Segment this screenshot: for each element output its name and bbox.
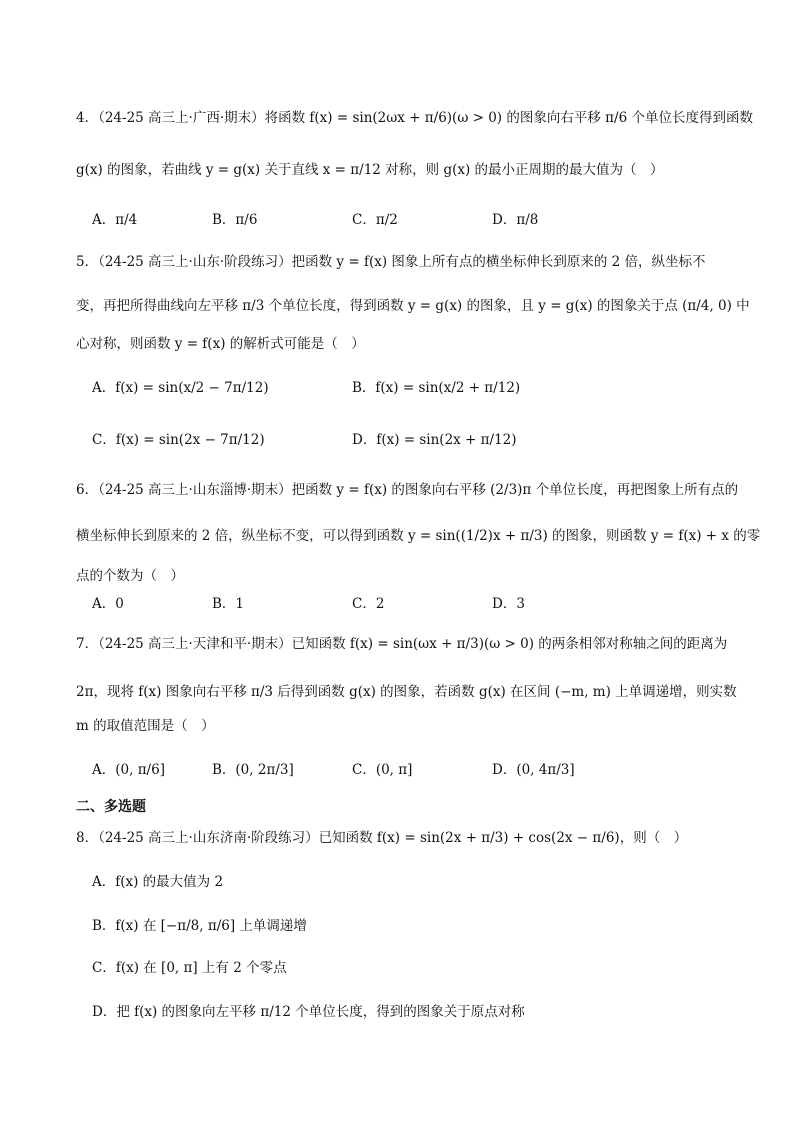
q7-option-a: A．(0, π/6] [92, 762, 165, 778]
q5-option-c: C．f(x) = sin(2x − 7π/12) [92, 432, 265, 448]
q4-option-a: A．π/4 [92, 212, 138, 228]
q5-option-b: B．f(x) = sin(x/2 + π/12) [352, 380, 521, 396]
q8-line-1: 8．（24-25 高三上·山东济南·阶段练习）已知函数 f(x) = sin(2x + π/3) + cos(2x − π/6)，则（ ） [76, 830, 688, 846]
q5-line-3: 心对称，则函数 y = f(x) 的解析式可能是（ ） [76, 336, 365, 352]
q5-line-1: 5．（24-25 高三上·山东·阶段练习）把函数 y = f(x) 图象上所有点的横坐标伸长到原来的 2 倍，纵坐标不 [76, 254, 706, 270]
q7-option-c: C．(0, π] [352, 762, 413, 778]
q6-line-3: 点的个数为（ ） [76, 568, 184, 584]
q4-line-2: g(x) 的图象，若曲线 y = g(x) 关于直线 x = π/12 对称，则 g(x) 的最小正周期的最大值为（ ） [76, 162, 664, 178]
section-header-multi-choice: 二、多选题 [76, 799, 146, 815]
q4-option-c: C．π/2 [352, 212, 398, 228]
q6-option-c: C．2 [352, 596, 385, 612]
q4-option-d: D．π/8 [492, 212, 539, 228]
q6-line-1: 6．（24-25 高三上·山东淄博·期末）把函数 y = f(x) 的图象向右平移 (2/3)π 个单位长度，再把图象上所有点的 [76, 482, 739, 498]
q8-option-a: A．f(x) 的最大值为 2 [92, 874, 224, 890]
q4-line-1: 4．（24-25 高三上·广西·期末）将函数 f(x) = sin(2ωx + π/6)(ω > 0) 的图象向右平移 π/6 个单位长度得到函数 [76, 110, 753, 126]
q7-option-b: B．(0, 2π/3] [212, 762, 294, 778]
q5-option-a: A．f(x) = sin(x/2 − 7π/12) [92, 380, 269, 396]
q8-option-b: B．f(x) 在 [−π/8, π/6] 上单调递增 [92, 918, 307, 934]
q7-option-d: D．(0, 4π/3] [492, 762, 575, 778]
q7-line-1: 7．（24-25 高三上·天津和平·期末）已知函数 f(x) = sin(ωx + π/3)(ω > 0) 的两条相邻对称轴之间的距离为 [76, 636, 728, 652]
q4-option-b: B．π/6 [212, 212, 258, 228]
q5-option-d: D．f(x) = sin(2x + π/12) [352, 432, 517, 448]
q6-option-b: B．1 [212, 596, 245, 612]
q5-line-2: 变，再把所得曲线向左平移 π/3 个单位长度，得到函数 y = g(x) 的图象，且 y = g(x) 的图象关于点 (π/4, 0) 中 [76, 298, 750, 314]
q6-option-a: A．0 [92, 596, 124, 612]
q7-line-3: m 的取值范围是（ ） [76, 718, 215, 734]
q7-line-2: 2π，现将 f(x) 图象向右平移 π/3 后得到函数 g(x) 的图象，若函数 g(x) 在区间 (−m, m) 上单调递增，则实数 [76, 684, 737, 700]
q8-option-c: C．f(x) 在 [0, π] 上有 2 个零点 [92, 960, 287, 976]
q6-line-2: 横坐标伸长到原来的 2 倍，纵坐标不变，可以得到函数 y = sin((1/2)x + π/3) 的图象，则函数 y = f(x) + x 的零 [76, 528, 761, 544]
q8-option-d: D．把 f(x) 的图象向左平移 π/12 个单位长度，得到的图象关于原点对称 [92, 1004, 525, 1020]
q6-option-d: D．3 [492, 596, 525, 612]
